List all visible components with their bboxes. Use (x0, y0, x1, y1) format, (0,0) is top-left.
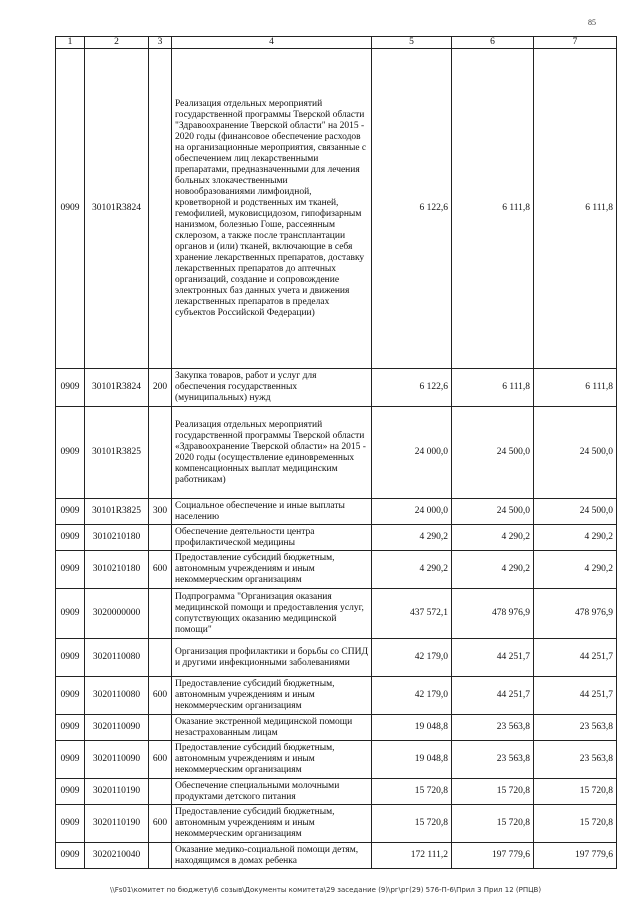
target-code-cell: 30101R3825 (85, 499, 149, 525)
table-row (56, 49, 617, 369)
target-code-cell: 3010210180 (85, 551, 149, 589)
amount-col6-cell: 4 290,2 (452, 551, 534, 589)
table-row (56, 551, 617, 589)
expense-type-cell: 200 (149, 369, 172, 407)
table-row (56, 779, 617, 805)
table-row (56, 499, 617, 525)
amount-col5-cell: 15 720,8 (372, 805, 452, 843)
amount-col6-cell: 23 563,8 (452, 741, 534, 779)
section-cell: 0909 (56, 639, 85, 677)
amount-col7-cell: 6 111,8 (534, 49, 617, 369)
target-code-cell: 30101R3824 (85, 49, 149, 369)
table-row (56, 407, 617, 499)
target-code-cell: 3020110090 (85, 741, 149, 779)
expense-type-cell (149, 715, 172, 741)
amount-col7-cell: 23 563,8 (534, 741, 617, 779)
description-cell: Оказание медико-социальной помощи детям, находящимся в домах ребенка (172, 843, 372, 869)
amount-col6-cell: 15 720,8 (452, 779, 534, 805)
section-cell: 0909 (56, 805, 85, 843)
amount-col6-cell: 478 976,9 (452, 589, 534, 639)
budget-table (55, 36, 617, 869)
expense-type-cell (149, 589, 172, 639)
column-header-3: 3 (149, 37, 172, 49)
target-code-cell: 30101R3824 (85, 369, 149, 407)
description-cell: Предоставление субсидий бюджетным, автономным учреждениям и иным некоммерческим организациям (172, 741, 372, 779)
table-row (56, 715, 617, 741)
amount-col5-cell: 4 290,2 (372, 525, 452, 551)
amount-col7-cell: 44 251,7 (534, 677, 617, 715)
amount-col5-cell: 437 572,1 (372, 589, 452, 639)
description-cell: Реализация отдельных мероприятий государственной программы Тверской области «Здравоохранение Тверской области» на 2015 - 2020 годы (осуществление единовременных компенсационных выплат медицинским работникам) (172, 407, 372, 499)
expense-type-cell: 300 (149, 499, 172, 525)
target-code-cell: 3020110190 (85, 779, 149, 805)
amount-col5-cell: 15 720,8 (372, 779, 452, 805)
description-cell: Предоставление субсидий бюджетным, автономным учреждениям и иным некоммерческим организациям (172, 677, 372, 715)
section-cell: 0909 (56, 741, 85, 779)
amount-col6-cell: 6 111,8 (452, 49, 534, 369)
description-cell: Подпрограмма "Организация оказания медицинской помощи и предоставления услуг, сопутствующих оказанию медицинской помощи" (172, 589, 372, 639)
description-cell: Реализация отдельных мероприятий государственной программы Тверской области "Здравоохранение Тверской области" на 2015 - 2020 годы (финансовое обеспечение расходов на организационные мероприятия, связанные с обеспечением лиц лекарственными препаратами, предназначенными для лечения больных злокачественными новообразованиями лимфоидной, кроветворной и родственных им тканей, гемофилией, муковисцидозом, гипофизарным нанизмом, болезнью Гоше, рассеянным склерозом, а также после трансплантации органов и (или) тканей, включающие в себя хранение лекарственных препаратов, доставку лекарственных препаратов до аптечных организаций, создание и сопровождение электронных баз данных учета и движения лекарственных препаратов в пределах субъектов Российской Федерации) (172, 49, 372, 369)
amount-col6-cell: 24 500,0 (452, 499, 534, 525)
amount-col5-cell: 42 179,0 (372, 639, 452, 677)
amount-col5-cell: 24 000,0 (372, 499, 452, 525)
amount-col6-cell: 15 720,8 (452, 805, 534, 843)
amount-col5-cell: 42 179,0 (372, 677, 452, 715)
description-cell: Социальное обеспечение и иные выплаты населению (172, 499, 372, 525)
description-cell: Обеспечение деятельности центра профилактической медицины (172, 525, 372, 551)
section-cell: 0909 (56, 49, 85, 369)
amount-col7-cell: 24 500,0 (534, 407, 617, 499)
amount-col6-cell: 23 563,8 (452, 715, 534, 741)
amount-col7-cell: 15 720,8 (534, 805, 617, 843)
amount-col5-cell: 4 290,2 (372, 551, 452, 589)
target-code-cell: 3020210040 (85, 843, 149, 869)
target-code-cell: 3020000000 (85, 589, 149, 639)
expense-type-cell (149, 407, 172, 499)
amount-col7-cell: 197 779,6 (534, 843, 617, 869)
section-cell: 0909 (56, 843, 85, 869)
expense-type-cell: 600 (149, 741, 172, 779)
amount-col7-cell: 4 290,2 (534, 551, 617, 589)
expense-type-cell (149, 779, 172, 805)
section-cell: 0909 (56, 525, 85, 551)
file-path-footer: \\Fs01\комитет по бюджету\6 созыв\Документы комитета\29 заседание (9)\рг\рг(29) 576-П-6\Прил 3 Прил 12 (РПЦВ) (110, 886, 542, 894)
expense-type-cell (149, 49, 172, 369)
amount-col6-cell: 44 251,7 (452, 677, 534, 715)
table-row (56, 843, 617, 869)
amount-col5-cell: 24 000,0 (372, 407, 452, 499)
section-cell: 0909 (56, 677, 85, 715)
amount-col5-cell: 19 048,8 (372, 715, 452, 741)
amount-col5-cell: 19 048,8 (372, 741, 452, 779)
amount-col6-cell: 197 779,6 (452, 843, 534, 869)
description-cell: Закупка товаров, работ и услуг для обеспечения государственных (муниципальных) нужд (172, 369, 372, 407)
column-number-row (56, 37, 617, 49)
table-row (56, 805, 617, 843)
description-cell: Обеспечение специальными молочными продуктами детского питания (172, 779, 372, 805)
target-code-cell: 3020110080 (85, 677, 149, 715)
expense-type-cell: 600 (149, 551, 172, 589)
target-code-cell: 3010210180 (85, 525, 149, 551)
target-code-cell: 3020110090 (85, 715, 149, 741)
section-cell: 0909 (56, 779, 85, 805)
expense-type-cell (149, 525, 172, 551)
section-cell: 0909 (56, 589, 85, 639)
amount-col6-cell: 6 111,8 (452, 369, 534, 407)
amount-col7-cell: 15 720,8 (534, 779, 617, 805)
amount-col7-cell: 23 563,8 (534, 715, 617, 741)
amount-col7-cell: 4 290,2 (534, 525, 617, 551)
description-cell: Предоставление субсидий бюджетным, автономным учреждениям и иным некоммерческим организациям (172, 551, 372, 589)
column-header-6: 6 (452, 37, 534, 49)
table-row (56, 639, 617, 677)
expense-type-cell: 600 (149, 805, 172, 843)
amount-col7-cell: 6 111,8 (534, 369, 617, 407)
table-row (56, 589, 617, 639)
amount-col7-cell: 478 976,9 (534, 589, 617, 639)
column-header-2: 2 (85, 37, 149, 49)
amount-col5-cell: 6 122,6 (372, 49, 452, 369)
table-row (56, 677, 617, 715)
expense-type-cell (149, 843, 172, 869)
description-cell: Оказание экстренной медицинской помощи незастрахованным лицам (172, 715, 372, 741)
amount-col5-cell: 172 111,2 (372, 843, 452, 869)
page-number: 85 (588, 18, 596, 27)
amount-col7-cell: 24 500,0 (534, 499, 617, 525)
section-cell: 0909 (56, 551, 85, 589)
table-row (56, 525, 617, 551)
description-cell: Предоставление субсидий бюджетным, автономным учреждениям и иным некоммерческим организациям (172, 805, 372, 843)
section-cell: 0909 (56, 407, 85, 499)
column-header-1: 1 (56, 37, 85, 49)
amount-col6-cell: 24 500,0 (452, 407, 534, 499)
table-row (56, 741, 617, 779)
amount-col5-cell: 6 122,6 (372, 369, 452, 407)
expense-type-cell (149, 639, 172, 677)
section-cell: 0909 (56, 499, 85, 525)
section-cell: 0909 (56, 369, 85, 407)
amount-col7-cell: 44 251,7 (534, 639, 617, 677)
column-header-4: 4 (172, 37, 372, 49)
section-cell: 0909 (56, 715, 85, 741)
column-header-7: 7 (534, 37, 617, 49)
expense-type-cell: 600 (149, 677, 172, 715)
target-code-cell: 3020110080 (85, 639, 149, 677)
target-code-cell: 3020110190 (85, 805, 149, 843)
amount-col6-cell: 44 251,7 (452, 639, 534, 677)
description-cell: Организация профилактики и борьбы со СПИД и другими инфекционными заболеваниями (172, 639, 372, 677)
column-header-5: 5 (372, 37, 452, 49)
amount-col6-cell: 4 290,2 (452, 525, 534, 551)
table-row (56, 369, 617, 407)
target-code-cell: 30101R3825 (85, 407, 149, 499)
